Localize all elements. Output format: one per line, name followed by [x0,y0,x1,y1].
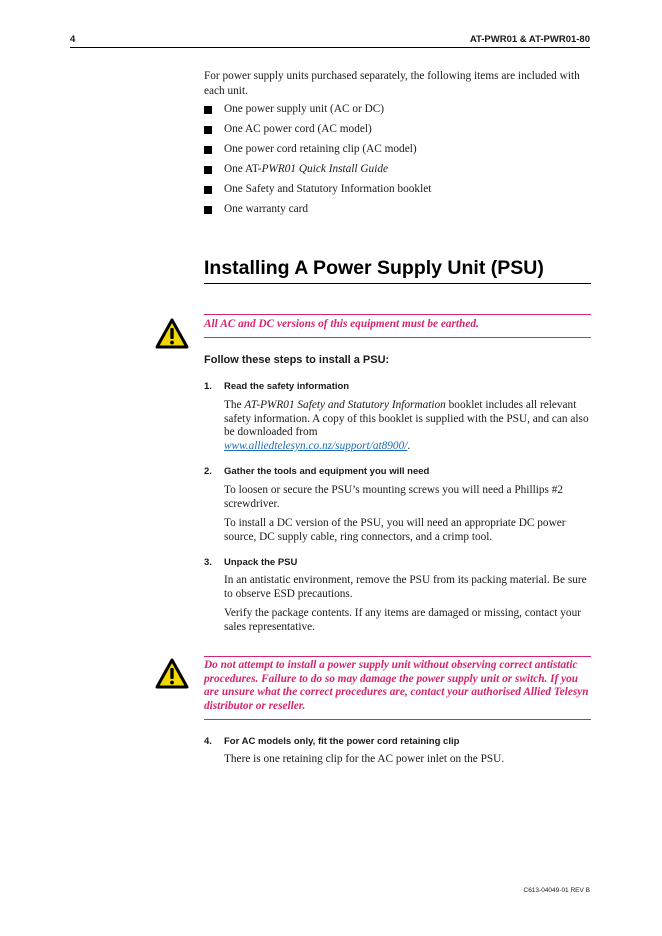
step-title: For AC models only, fit the power cord retaining clip [224,736,460,747]
earthing-warning [204,314,591,338]
intro-paragraph [204,69,594,99]
warning-triangle-icon [155,318,189,350]
list-item [204,102,594,122]
bullet-square-icon [204,106,212,114]
text-run: The [224,399,245,411]
list-item [204,182,594,202]
step-number: 2. [204,466,212,477]
list-item-text: One AT-PWR01 Quick Install Guide [224,163,388,175]
warning-text: All AC and DC versions of this equipment must be earthed. [204,318,479,330]
step-paragraph: To install a DC version of the PSU, you will need an appropriate DC power source, DC supply cable, ring connectors, and a crimp tool. [224,517,566,543]
step-number: 3. [204,557,212,568]
booklet-title: AT-PWR01 Safety and Statutory Information [244,399,446,411]
guide-title: PWR01 Quick Install Guide [261,163,388,175]
document-title: AT-PWR01 & AT-PWR01-80 [469,34,590,45]
list-item [204,202,594,222]
list-item-text: One power cord retaining clip (AC model) [224,143,417,155]
step-paragraph: Verify the package contents. If any items are damaged or missing, contact your sales representative. [224,607,581,633]
bullet-square-icon [204,186,212,194]
step-number: 4. [204,736,212,747]
antistatic-warning [204,656,591,720]
step-paragraph: There is one retaining clip for the AC power inlet on the PSU. [224,753,505,765]
step-body [224,484,594,550]
list-item [204,122,594,142]
page-header [70,33,590,48]
bullet-square-icon [204,166,212,174]
document-code: C613-04049-01 REV B [523,887,590,894]
download-link[interactable]: www.alliedtelesyn.co.nz/support/at8900/ [224,439,408,452]
warning-text: Do not attempt to install a power supply unit without observing correct antistatic procedures. Failure to do so may damage the power supply unit or switch. If you are unsure what the correct procedures are, contact your authorised Allied Telesyn distributor or reseller. [204,659,589,712]
list-item-text: One warranty card [224,203,309,215]
list-item [204,142,594,162]
step-title: Read the safety information [224,381,350,392]
list-item-text: One Safety and Statutory Information booklet [224,183,432,195]
step-number: 1. [204,381,212,392]
step-paragraph: In an antistatic environment, remove the PSU from its packing material. Be sure to observe ESD precautions. [224,574,587,600]
step-paragraph: To loosen or secure the PSU’s mounting screws you will need a Phillips #2 screwdriver. [224,484,564,510]
bullet-square-icon [204,126,212,134]
section-heading: Installing A Power Supply Unit (PSU) [204,255,591,284]
step-body [224,753,594,773]
text-run: booklet includes all relevant safety information. A copy of this booklet is supplied with the PSU, and can also be downloaded from [224,399,589,439]
list-item-text: One AC power cord (AC model) [224,123,372,135]
intro-text: For power supply units purchased separately, the following items are included with each unit. [204,70,580,97]
step-body [224,574,594,640]
warning-triangle-icon [155,658,189,690]
bullet-square-icon [204,206,212,214]
page-number: 4 [70,34,76,45]
step-title: Gather the tools and equipment you will need [224,466,430,477]
step-paragraph [224,399,594,453]
bullet-square-icon [204,146,212,154]
text-run: . [407,439,411,452]
list-item [204,162,594,182]
steps-intro: Follow these steps to install a PSU: [204,354,390,366]
step-title: Unpack the PSU [224,557,298,568]
step-body [224,399,594,459]
list-item-text: One power supply unit (AC or DC) [224,103,385,115]
package-contents-list [204,102,594,222]
